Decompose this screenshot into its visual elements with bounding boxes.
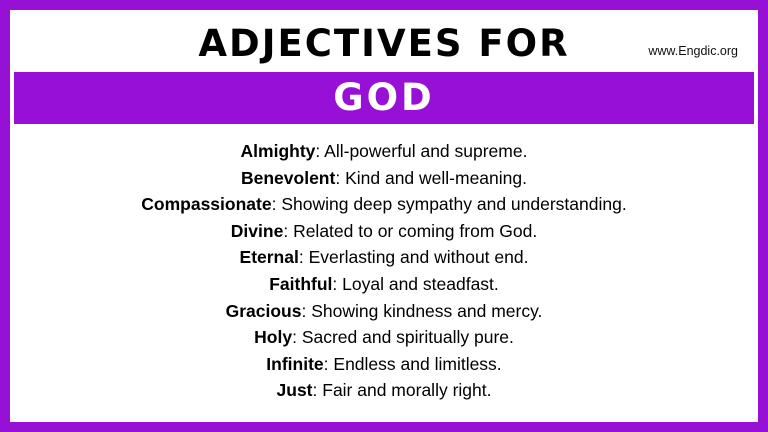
adjective-word: Almighty — [240, 141, 316, 161]
adjective-word: Infinite — [266, 353, 324, 374]
adjective-definition: Showing kindness and mercy. — [311, 300, 543, 321]
adjective-word: Just — [276, 380, 313, 401]
list-item — [269, 271, 499, 298]
list-item — [141, 191, 626, 218]
adjective-definition: Fair and morally right. — [322, 380, 492, 401]
adjective-definition: All-powerful and supreme. — [324, 141, 528, 161]
list-item — [277, 377, 492, 404]
entry-separator: : — [298, 247, 304, 268]
adjective-definition: Showing deep sympathy and understanding. — [281, 194, 627, 215]
adjective-definition: Related to or coming from God. — [293, 220, 538, 241]
entry-separator: : — [335, 167, 341, 188]
entry-separator: : — [312, 380, 318, 401]
list-item — [226, 298, 543, 325]
poster-inner — [10, 10, 758, 422]
entry-separator: : — [292, 327, 297, 348]
adjective-definition: Sacred and spiritually pure. — [301, 327, 514, 348]
entry-separator: : — [301, 300, 307, 321]
adjective-word: Divine — [230, 220, 284, 241]
poster-header — [14, 14, 754, 72]
adjective-word: Benevolent — [241, 167, 336, 188]
list-item — [266, 351, 501, 378]
entry-separator: : — [332, 273, 338, 294]
adjective-word: Compassionate — [141, 194, 272, 215]
adjective-definition: Kind and well-meaning. — [345, 167, 527, 188]
list-item — [241, 165, 527, 192]
page-title: ADJECTIVES FOR — [198, 22, 570, 65]
adjective-word: Holy — [254, 327, 293, 348]
entry-separator: : — [315, 141, 321, 161]
list-item — [240, 244, 529, 271]
entry-separator: : — [271, 194, 277, 215]
adjective-list — [14, 124, 754, 418]
website-credit: www.Engdic.org — [648, 44, 738, 58]
entry-separator: : — [323, 353, 329, 374]
subject-band — [14, 72, 754, 124]
list-item — [241, 138, 528, 165]
adjective-word: Gracious — [225, 300, 302, 321]
list-item — [231, 218, 537, 245]
adjective-word: Eternal — [239, 247, 299, 268]
subject-title: GOD — [333, 76, 435, 119]
list-item — [254, 324, 514, 351]
adjective-definition: Loyal and steadfast. — [342, 273, 499, 294]
adjective-word: Faithful — [269, 273, 333, 294]
entry-separator: : — [283, 220, 289, 241]
adjective-definition: Everlasting and without end. — [308, 247, 529, 268]
adjective-definition: Endless and limitless. — [333, 353, 502, 374]
